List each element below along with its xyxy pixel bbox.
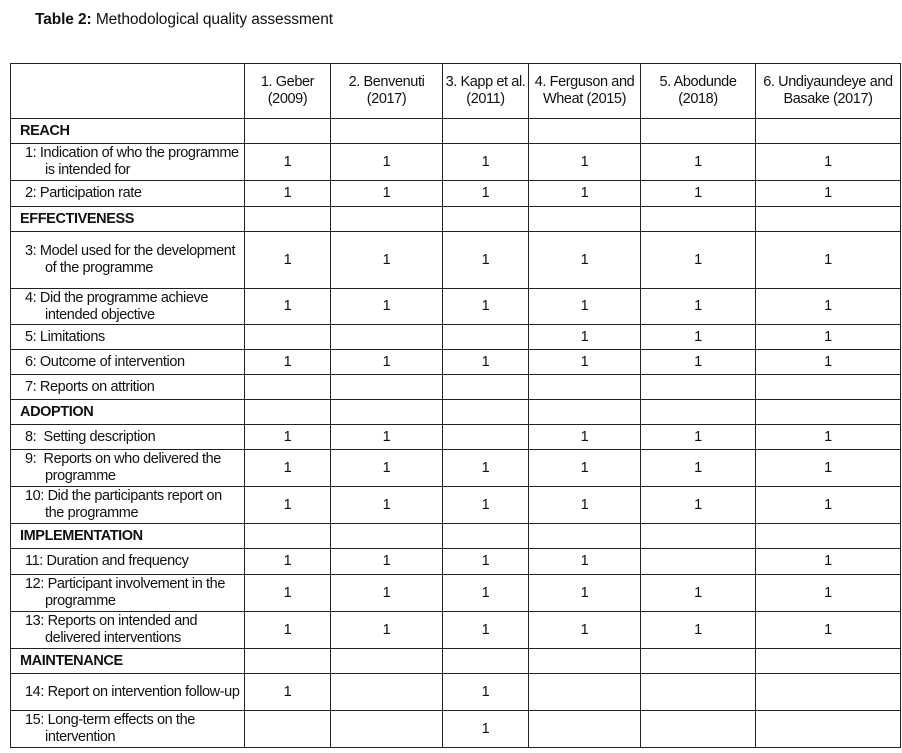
section-row	[11, 400, 901, 425]
score-cell: 1	[529, 487, 641, 524]
score-cell: 1	[245, 144, 331, 181]
score-cell: 1	[641, 612, 756, 649]
score-cell: 1	[529, 549, 641, 575]
score-cell	[529, 711, 641, 748]
empty-cell	[443, 524, 529, 549]
score-cell: 1	[245, 612, 331, 649]
table-header-row	[11, 64, 901, 119]
score-cell: 1	[756, 612, 901, 649]
table-row	[11, 487, 901, 524]
score-cell: 1	[756, 487, 901, 524]
score-cell: 1	[641, 181, 756, 207]
table-row	[11, 711, 901, 748]
score-cell: 1	[443, 450, 529, 487]
section-row	[11, 524, 901, 549]
empty-cell	[641, 207, 756, 232]
score-cell: 1	[331, 450, 443, 487]
score-cell: 1	[443, 612, 529, 649]
criterion-label: 10: Did the participants report on the programme	[11, 487, 245, 524]
score-cell	[641, 674, 756, 711]
criterion-label: 1: Indication of who the programme is intended for	[11, 144, 245, 181]
empty-cell	[245, 119, 331, 144]
score-cell: 1	[443, 289, 529, 325]
score-cell	[245, 711, 331, 748]
column-header: 5. Abodunde (2018)	[641, 64, 756, 119]
section-row	[11, 649, 901, 674]
score-cell: 1	[641, 144, 756, 181]
score-cell: 1	[756, 181, 901, 207]
criterion-label: 3: Model used for the development of the programme	[11, 232, 245, 289]
score-cell: 1	[529, 575, 641, 612]
score-cell: 1	[245, 232, 331, 289]
empty-cell	[245, 649, 331, 674]
score-cell: 1	[756, 450, 901, 487]
score-cell: 1	[756, 549, 901, 575]
table-row	[11, 612, 901, 649]
score-cell	[756, 711, 901, 748]
score-cell: 1	[641, 450, 756, 487]
section-heading: ADOPTION	[11, 400, 245, 425]
score-cell: 1	[641, 325, 756, 350]
score-cell: 1	[756, 325, 901, 350]
empty-cell	[641, 524, 756, 549]
empty-cell	[756, 119, 901, 144]
empty-cell	[331, 207, 443, 232]
score-cell	[756, 375, 901, 400]
criterion-label: 2: Participation rate	[11, 181, 245, 207]
score-cell: 1	[245, 575, 331, 612]
score-cell: 1	[331, 289, 443, 325]
score-cell: 1	[331, 612, 443, 649]
score-cell: 1	[331, 487, 443, 524]
score-cell: 1	[756, 289, 901, 325]
empty-cell	[756, 400, 901, 425]
empty-cell	[756, 207, 901, 232]
criterion-label: 11: Duration and frequency	[11, 549, 245, 575]
empty-cell	[529, 400, 641, 425]
empty-cell	[641, 119, 756, 144]
score-cell: 1	[756, 232, 901, 289]
table-row	[11, 325, 901, 350]
score-cell	[529, 674, 641, 711]
empty-cell	[529, 207, 641, 232]
score-cell: 1	[641, 487, 756, 524]
empty-cell	[331, 524, 443, 549]
score-cell: 1	[529, 350, 641, 375]
score-cell: 1	[756, 144, 901, 181]
empty-cell	[529, 119, 641, 144]
header-corner-cell	[11, 64, 245, 119]
score-cell	[529, 375, 641, 400]
score-cell: 1	[529, 232, 641, 289]
score-cell: 1	[245, 425, 331, 450]
score-cell: 1	[331, 549, 443, 575]
section-row	[11, 207, 901, 232]
score-cell: 1	[443, 232, 529, 289]
empty-cell	[529, 649, 641, 674]
empty-cell	[245, 207, 331, 232]
score-cell: 1	[641, 350, 756, 375]
criterion-label: 12: Participant involvement in the programme	[11, 575, 245, 612]
criterion-label: 13: Reports on intended and delivered interventions	[11, 612, 245, 649]
score-cell: 1	[331, 232, 443, 289]
criterion-label: 15: Long-term effects on the intervention	[11, 711, 245, 748]
column-header: 1. Geber (2009)	[245, 64, 331, 119]
criterion-label: 5: Limitations	[11, 325, 245, 350]
score-cell	[245, 375, 331, 400]
quality-assessment-table	[10, 63, 901, 748]
score-cell	[331, 711, 443, 748]
criterion-label: 4: Did the programme achieve intended objective	[11, 289, 245, 325]
criterion-label: 14: Report on intervention follow-up	[11, 674, 245, 711]
table-number: Table 2:	[35, 11, 92, 28]
score-cell: 1	[443, 487, 529, 524]
empty-cell	[443, 119, 529, 144]
score-cell: 1	[331, 144, 443, 181]
score-cell: 1	[331, 425, 443, 450]
score-cell: 1	[245, 181, 331, 207]
score-cell	[756, 674, 901, 711]
score-cell: 1	[529, 181, 641, 207]
score-cell: 1	[331, 350, 443, 375]
column-header: 6. Undiyaundeye and Basake (2017)	[756, 64, 901, 119]
table-row	[11, 575, 901, 612]
section-heading: IMPLEMENTATION	[11, 524, 245, 549]
score-cell: 1	[529, 144, 641, 181]
score-cell: 1	[756, 425, 901, 450]
score-cell	[443, 375, 529, 400]
table-row	[11, 181, 901, 207]
score-cell: 1	[331, 181, 443, 207]
empty-cell	[245, 400, 331, 425]
empty-cell	[529, 524, 641, 549]
table-row	[11, 375, 901, 400]
score-cell: 1	[529, 612, 641, 649]
score-cell	[245, 325, 331, 350]
column-header: 3. Kapp et al. (2011)	[443, 64, 529, 119]
score-cell: 1	[529, 425, 641, 450]
criterion-label: 7: Reports on attrition	[11, 375, 245, 400]
empty-cell	[443, 207, 529, 232]
table-row	[11, 425, 901, 450]
score-cell	[443, 325, 529, 350]
table-row	[11, 289, 901, 325]
empty-cell	[641, 400, 756, 425]
score-cell: 1	[245, 487, 331, 524]
table-title: Methodological quality assessment	[95, 11, 333, 28]
score-cell: 1	[443, 350, 529, 375]
section-heading: EFFECTIVENESS	[11, 207, 245, 232]
score-cell	[641, 711, 756, 748]
empty-cell	[443, 649, 529, 674]
score-cell: 1	[443, 181, 529, 207]
empty-cell	[245, 524, 331, 549]
criterion-label: 9: Reports on who delivered the programme	[11, 450, 245, 487]
empty-cell	[756, 649, 901, 674]
score-cell: 1	[443, 575, 529, 612]
score-cell: 1	[245, 450, 331, 487]
score-cell: 1	[641, 425, 756, 450]
table-row	[11, 144, 901, 181]
table-row	[11, 232, 901, 289]
score-cell: 1	[245, 350, 331, 375]
score-cell: 1	[245, 289, 331, 325]
section-heading: MAINTENANCE	[11, 649, 245, 674]
criterion-label: 6: Outcome of intervention	[11, 350, 245, 375]
section-heading: REACH	[11, 119, 245, 144]
score-cell: 1	[529, 450, 641, 487]
score-cell: 1	[331, 575, 443, 612]
score-cell: 1	[641, 232, 756, 289]
empty-cell	[756, 524, 901, 549]
section-row	[11, 119, 901, 144]
table-row	[11, 350, 901, 375]
score-cell: 1	[756, 350, 901, 375]
column-header: 4. Ferguson and Wheat (2015)	[529, 64, 641, 119]
empty-cell	[331, 119, 443, 144]
score-cell	[331, 674, 443, 711]
score-cell	[641, 549, 756, 575]
empty-cell	[331, 400, 443, 425]
score-cell: 1	[443, 549, 529, 575]
score-cell	[641, 375, 756, 400]
score-cell	[443, 425, 529, 450]
score-cell	[331, 325, 443, 350]
score-cell: 1	[443, 674, 529, 711]
score-cell: 1	[443, 711, 529, 748]
score-cell: 1	[245, 674, 331, 711]
empty-cell	[641, 649, 756, 674]
score-cell	[331, 375, 443, 400]
score-cell: 1	[641, 575, 756, 612]
score-cell: 1	[756, 575, 901, 612]
score-cell: 1	[529, 325, 641, 350]
table-row	[11, 450, 901, 487]
table-row	[11, 674, 901, 711]
score-cell: 1	[641, 289, 756, 325]
score-cell: 1	[529, 289, 641, 325]
empty-cell	[443, 400, 529, 425]
empty-cell	[331, 649, 443, 674]
table-row	[11, 549, 901, 575]
column-header: 2. Benvenuti (2017)	[331, 64, 443, 119]
score-cell: 1	[443, 144, 529, 181]
score-cell: 1	[245, 549, 331, 575]
criterion-label: 8: Setting description	[11, 425, 245, 450]
table-caption	[35, 11, 333, 29]
